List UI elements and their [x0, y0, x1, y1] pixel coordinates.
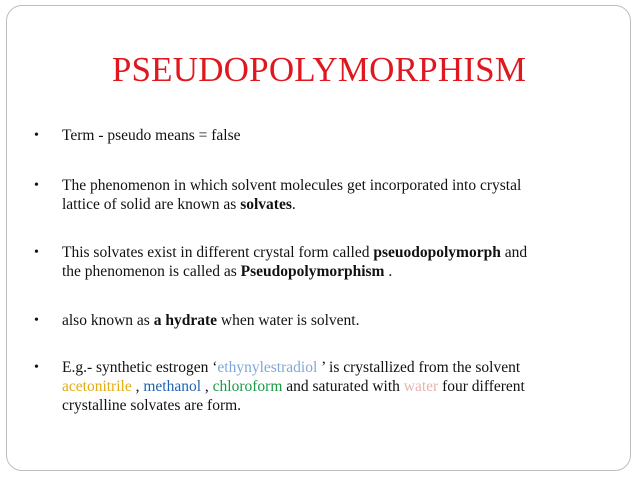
pseudopolymorph-term: pseuodopolymorph	[373, 244, 501, 261]
slide-title: PSEUDOPOLYMORPHISM	[111, 50, 527, 89]
pseudopolymorph-line-2-text: the phenomenon is called as	[62, 263, 241, 280]
bullet-text	[62, 311, 622, 330]
pseudopolymorph-line-2	[62, 262, 622, 281]
solvates-line-1: The phenomenon in which solvent molecules get incorporated into crystal	[62, 177, 522, 194]
bullet-dot: •	[34, 360, 39, 375]
hydrate-text-end: when water is solvent.	[217, 312, 360, 329]
separator: ,	[201, 378, 213, 395]
example-line-3: crystalline solvates are form.	[62, 397, 242, 414]
hydrate-line	[62, 311, 622, 330]
term-definition: Term - pseudo means = false	[62, 127, 241, 144]
example-line-2	[62, 377, 622, 396]
example-line-1-end: ’ is crystallized from the solvent	[317, 359, 521, 376]
solvates-line-2	[62, 195, 622, 214]
pseudopolymorph-line-1-text: This solvates exist in different crystal form called	[62, 244, 374, 261]
bullet-dot: •	[34, 128, 39, 143]
water-term: water	[403, 378, 439, 395]
chloroform-term: chloroform	[212, 378, 283, 395]
acetonitrile-term: acetonitrile	[62, 378, 132, 395]
example-line-2-end: four different	[438, 378, 525, 395]
pseudopolymorph-line-2-end: .	[384, 263, 393, 280]
bullet-text	[62, 176, 622, 214]
bullet-text	[62, 126, 622, 145]
ethynylestradiol-term: ethynylestradiol	[217, 359, 318, 376]
methanol-term: methanol	[143, 378, 202, 395]
bullet-dot: •	[34, 245, 39, 260]
bullet-dot: •	[34, 178, 39, 193]
bullet-text	[62, 358, 622, 415]
pseudopolymorph-line-1	[62, 243, 622, 262]
example-line-1-text: E.g.- synthetic estrogen ‘	[62, 359, 218, 376]
pseudopolymorphism-term: Pseudopolymorphism	[240, 263, 385, 280]
solvates-line-2-text: lattice of solid are known as	[62, 196, 241, 213]
solvates-line-2-end: .	[291, 196, 296, 213]
hydrate-term: a hydrate	[153, 312, 217, 329]
separator: ,	[131, 378, 144, 395]
example-line-2-mid: and saturated with	[282, 378, 404, 395]
pseudopolymorph-line-1-end: and	[500, 244, 528, 261]
bullet-text	[62, 243, 622, 281]
example-line-1	[62, 358, 622, 377]
bullet-dot: •	[34, 313, 39, 328]
solvates-term: solvates	[240, 196, 292, 213]
hydrate-text: also known as	[62, 312, 154, 329]
